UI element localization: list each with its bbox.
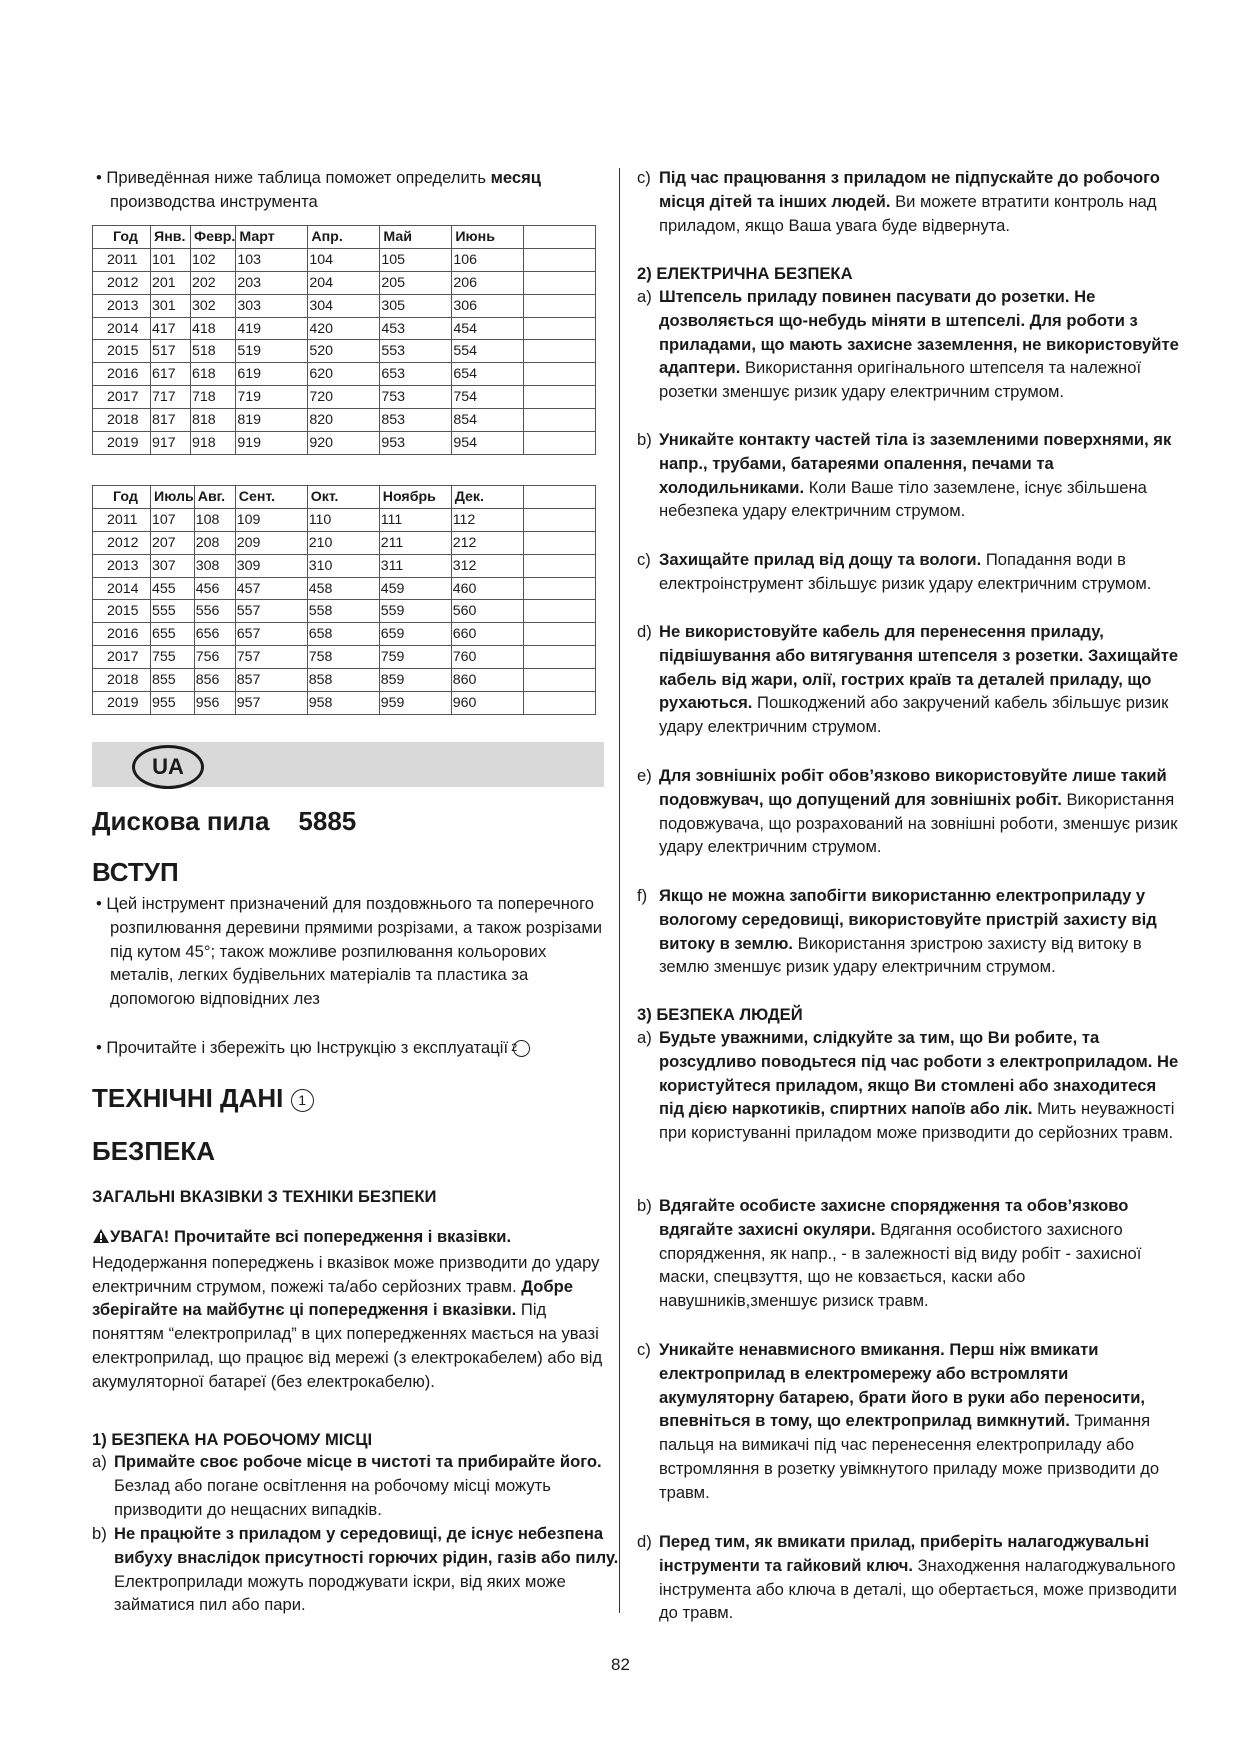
table-cell: 755: [151, 646, 195, 669]
table-cell: 857: [235, 669, 307, 692]
table-cell: 112: [451, 508, 523, 531]
table-cell: 2015: [93, 340, 151, 363]
table-cell: 753: [380, 386, 452, 409]
section-3-heading: 3) БЕЗПЕКА ЛЮДЕЙ: [637, 1005, 803, 1024]
table-cell: 757: [235, 646, 307, 669]
table-cell: 2018: [93, 409, 151, 432]
section-heading-tech: ТЕХНІЧНІ ДАНІ 1: [92, 1083, 314, 1114]
table-row: [93, 554, 596, 577]
table-cell: 308: [194, 554, 235, 577]
table-cell: 110: [307, 508, 379, 531]
table-cell: 820: [308, 409, 380, 432]
table-cell: 459: [379, 577, 451, 600]
table-cell: 453: [380, 317, 452, 340]
table-cell: 2017: [93, 646, 151, 669]
table-cell: 305: [380, 294, 452, 317]
table-header-cell: Июнь: [452, 226, 524, 249]
table-cell: 619: [236, 363, 308, 386]
table-header-cell: Март: [236, 226, 308, 249]
table-cell: 206: [452, 271, 524, 294]
table-cell: 856: [194, 669, 235, 692]
table-cell: 854: [452, 409, 524, 432]
table-cell: 111: [379, 508, 451, 531]
table-cell: 657: [235, 623, 307, 646]
column-divider: [619, 168, 620, 1613]
table-row: [93, 294, 596, 317]
section-1a: a) Примайте своє робоче місце в чистоті та прибирайте його. Безлад або погане освітлення на робочому місці можуть призводити до нещасних випадків.: [92, 1452, 602, 1519]
section-3c: c) Уникайте ненавмисного вмикання. Перш ніж вмикати електроприлад в електромережу або встромляти акумуляторну батарею, брати його в руки або переносити, впевніться в тому, що електроприлад вимкнутий. Тримання пальця на вимикачі під час перенесення електроприладу або встромляння в розетку увімкнутого приладу може призводити до травм.: [637, 1340, 1160, 1502]
table-cell: 754: [452, 386, 524, 409]
section-2f: f) Якщо не можна запобігти використанню електроприладу у вологому середовищі, використовуйте пристрій захисту від витоку в землю. Використання зристрою захисту від витоку в землю зменшує ризик удару електричним струмом.: [637, 886, 1157, 977]
table-cell: 208: [194, 531, 235, 554]
table-header-cell: Февр.: [191, 226, 236, 249]
table-cell: 958: [307, 692, 379, 715]
ref-1-icon: 1: [291, 1089, 314, 1112]
product-title: Дискова пила 5885: [92, 806, 357, 836]
table-header-cell: Дек.: [451, 486, 523, 509]
table-row: [93, 248, 596, 271]
table-cell: 2016: [93, 623, 151, 646]
table-cell: 101: [151, 248, 191, 271]
table-cell: 620: [308, 363, 380, 386]
table-row: [93, 692, 596, 715]
table-cell: 2019: [93, 692, 151, 715]
table-cell: 617: [151, 363, 191, 386]
table-cell: 454: [452, 317, 524, 340]
intro-bullet-1: • Цей інструмент призначений для поздовжнього та поперечного розпилювання деревини прямими розрізами, а також розрізами під кутом 45°; також можливе розпилювання кольорових металів, легких будівельних матеріалів та пластика за допомогою відповідних лез: [96, 894, 603, 1009]
section-2d: d) Не використовуйте кабель для перенесення приладу, підвішування або витягування штепселя з розетки. Захищайте кабель від жари, олії, гострих країв та деталей приладу, що рухаються. Пошкоджений або закручений кабель збільшує ризик удару електричним струмом.: [637, 622, 1179, 737]
table-cell: 960: [451, 692, 523, 715]
table-row: [93, 363, 596, 386]
table-cell: 307: [151, 554, 195, 577]
table-cell: 209: [235, 531, 307, 554]
table-cell: 756: [194, 646, 235, 669]
section-2c: c) Захищайте прилад від дощу та вологи. Попадання води в електроінструмент збільшує ризик удару електричним струмом.: [637, 550, 1152, 593]
table-header-cell: Май: [380, 226, 452, 249]
table-cell: 309: [235, 554, 307, 577]
table-cell-empty: [524, 363, 596, 386]
table-cell: 560: [451, 600, 523, 623]
table-row: [93, 432, 596, 455]
warning-icon: [92, 1227, 110, 1251]
table-cell: 2012: [93, 531, 151, 554]
table-row: [93, 531, 596, 554]
table-cell: 417: [151, 317, 191, 340]
table-cell: 920: [308, 432, 380, 455]
section-2a: a) Штепсель приладу повинен пасувати до розетки. Не дозволяється що-небудь міняти в штепселі. Для роботи з приладами, що мають захисне заземлення, не використовуйте адаптери. Використання оригінального штепселя та належної розетки зменшує ризик удару електричним струмом.: [637, 287, 1179, 402]
table-cell: 2017: [93, 386, 151, 409]
table-row: [93, 508, 596, 531]
table-cell: 556: [194, 600, 235, 623]
table-cell-empty: [523, 600, 595, 623]
table-cell: 107: [151, 508, 195, 531]
table-row: [93, 386, 596, 409]
table-cell: 2018: [93, 669, 151, 692]
table-cell: 201: [151, 271, 191, 294]
table-header-row: [93, 226, 596, 249]
table-row: [93, 600, 596, 623]
table-cell: 917: [151, 432, 191, 455]
table-row: [93, 317, 596, 340]
table-cell-empty: [524, 294, 596, 317]
table-cell: 956: [194, 692, 235, 715]
table-header-cell: Апр.: [308, 226, 380, 249]
section-2-heading: 2) ЕЛЕКТРИЧНА БЕЗПЕКА: [637, 264, 853, 283]
table-row: [93, 271, 596, 294]
table-cell: 819: [236, 409, 308, 432]
table-cell: 2011: [93, 248, 151, 271]
table-cell: 653: [380, 363, 452, 386]
table-header-cell: Авг.: [194, 486, 235, 509]
table-cell: 717: [151, 386, 191, 409]
table-cell: 918: [191, 432, 236, 455]
table-cell-empty: [524, 386, 596, 409]
table-header-cell-empty: [524, 226, 596, 249]
table-cell: 720: [308, 386, 380, 409]
table-cell: 457: [235, 577, 307, 600]
table-cell: 301: [151, 294, 191, 317]
table-cell: 304: [308, 294, 380, 317]
table-cell: 655: [151, 623, 195, 646]
table-cell: 108: [194, 508, 235, 531]
table-cell: 758: [307, 646, 379, 669]
table-cell: 955: [151, 692, 195, 715]
table-cell: 418: [191, 317, 236, 340]
table-cell: 817: [151, 409, 191, 432]
table-cell: 656: [194, 623, 235, 646]
table-cell: 555: [151, 600, 195, 623]
table-cell: 557: [235, 600, 307, 623]
table-cell: 2014: [93, 577, 151, 600]
table-cell: 212: [451, 531, 523, 554]
table-cell: 458: [307, 577, 379, 600]
table-cell: 105: [380, 248, 452, 271]
table-cell: 205: [380, 271, 452, 294]
table-cell: 519: [236, 340, 308, 363]
section-3b: b) Вдягайте особисте захисне спорядження та обов’язково вдягайте захисні окуляри. Вдягання особистого захисного спорядження, як напр., - в залежності від виду робіт - захисної маски, спецвзуття, що не ковзається, каски або навушників,зменшує ризиск травм.: [637, 1196, 1142, 1311]
section-1-heading: 1) БЕЗПЕКА НА РОБОЧОМУ МІСЦІ: [92, 1430, 373, 1449]
section-2e: e) Для зовнішніх робіт обов’язково використовуйте лише такий подовжувач, що допущений для зовнішніх робіт. Використання подовжувача, що розрахований на зовнішні роботи, зменшує ризик удару електричним струмом.: [637, 766, 1178, 857]
table-cell: 818: [191, 409, 236, 432]
section-heading-safety: БЕЗПЕКА: [92, 1136, 215, 1166]
table-cell: 957: [235, 692, 307, 715]
table-cell: 420: [308, 317, 380, 340]
section-1c: c) Під час працювання з приладом не підпускайте до робочого місця дітей та інших людей. Ви можете втратити контроль над приладом, якщо Ваша увага буде відвернута.: [637, 168, 1160, 235]
table-cell: 2015: [93, 600, 151, 623]
table-cell: 553: [380, 340, 452, 363]
table-cell: 759: [379, 646, 451, 669]
table-cell: 658: [307, 623, 379, 646]
table-cell-empty: [523, 623, 595, 646]
table-cell: 303: [236, 294, 308, 317]
table-cell: 103: [236, 248, 308, 271]
table-cell: 312: [451, 554, 523, 577]
table-header-row: [93, 486, 596, 509]
table-cell: 104: [308, 248, 380, 271]
table-cell: 311: [379, 554, 451, 577]
table-cell: 559: [379, 600, 451, 623]
table-cell: 855: [151, 669, 195, 692]
table-header-cell: Год: [93, 226, 151, 249]
table-cell-empty: [523, 577, 595, 600]
table-cell: 859: [379, 669, 451, 692]
table-cell-empty: [524, 317, 596, 340]
table-cell-empty: [523, 646, 595, 669]
table-row: [93, 623, 596, 646]
table-cell-empty: [523, 554, 595, 577]
table-cell: 460: [451, 577, 523, 600]
language-badge: UA: [132, 745, 204, 789]
table-cell-empty: [523, 508, 595, 531]
warning-paragraph: УВАГА! Прочитайте всі попередження і вказівки. Недодержання попереджень і вказівок може призводити до удару електричним струмом, пожежі та/або серйозних травм. Добре зберігайте на майбутнє ці попередження і вказівки. Під поняттям “електроприлад” в цих попередженнях мається на увазі електроприлад, що працює від мережі (з електрокабелем) або від акумуляторної батареї (без електрокабелю).: [92, 1227, 603, 1391]
table-cell: 518: [191, 340, 236, 363]
production-month-table-2: [92, 485, 596, 715]
table-header-cell: Ноябрь: [379, 486, 451, 509]
section-heading-intro: ВСТУП: [92, 857, 179, 887]
table-cell: 919: [236, 432, 308, 455]
production-month-table-1: [92, 225, 596, 455]
table-cell: 203: [236, 271, 308, 294]
table-cell: 659: [379, 623, 451, 646]
section-3d: d) Перед тим, як вмикати прилад, приберіть налагоджувальні інструменти та гайковий ключ. Знаходження налагоджувального інструмента або ключа в деталі, що обертається, може призводити до травм.: [637, 1532, 1177, 1623]
table-cell: 2012: [93, 271, 151, 294]
table-cell: 618: [191, 363, 236, 386]
table-cell: 554: [452, 340, 524, 363]
table-header-cell-empty: [523, 486, 595, 509]
table-cell-empty: [524, 432, 596, 455]
table-cell: 959: [379, 692, 451, 715]
table-cell: 718: [191, 386, 236, 409]
table-cell-empty: [524, 340, 596, 363]
table-cell-empty: [523, 531, 595, 554]
table-cell: 853: [380, 409, 452, 432]
table-cell: 517: [151, 340, 191, 363]
ref-2-icon: 2: [513, 1040, 530, 1057]
table-cell: 860: [451, 669, 523, 692]
table-cell: 2014: [93, 317, 151, 340]
table-cell: 558: [307, 600, 379, 623]
section-1b: b) Не працюйте з приладом у середовищі, де існує небезпена вибуху внаслідок присутності горючих рідин, газів або пилу. Електроприлади можуть породжувати іскри, від яких може займатися пил або пари.: [92, 1524, 619, 1615]
table-cell: 455: [151, 577, 195, 600]
table-row: [93, 646, 596, 669]
table-cell: 2013: [93, 294, 151, 317]
table-cell: 954: [452, 432, 524, 455]
table-cell-empty: [524, 248, 596, 271]
table-cell: 2016: [93, 363, 151, 386]
table-header-cell: Июль: [151, 486, 195, 509]
table-cell: 660: [451, 623, 523, 646]
table-cell: 310: [307, 554, 379, 577]
table-cell: 302: [191, 294, 236, 317]
table-cell: 210: [307, 531, 379, 554]
intro-bullet-2: • Прочитайте і збережіть цю Інструкцію з експлуатації 2: [92, 1036, 630, 1060]
table-cell: 306: [452, 294, 524, 317]
table-row: [93, 669, 596, 692]
table-cell: 456: [194, 577, 235, 600]
table-cell: 207: [151, 531, 195, 554]
intro-bullet: • Приведённая ниже таблица поможет определить месяц производства инструмента: [96, 168, 542, 211]
table-cell: 204: [308, 271, 380, 294]
table-header-cell: Окт.: [307, 486, 379, 509]
table-row: [93, 577, 596, 600]
table-cell: 760: [451, 646, 523, 669]
general-safety-heading: ЗАГАЛЬНІ ВКАЗІВКИ З ТЕХНІКИ БЕЗПЕКИ: [92, 1187, 437, 1206]
table-cell-empty: [524, 271, 596, 294]
table-cell: 109: [235, 508, 307, 531]
table-header-cell: Сент.: [235, 486, 307, 509]
section-2b: b) Уникайте контакту частей тіла із заземленими поверхнями, як напр., трубами, батареями опалення, печами та холодильниками. Коли Ваше тіло заземлене, існує збільшена небезпека удару електричним струмом.: [637, 430, 1172, 521]
table-cell: 2011: [93, 508, 151, 531]
table-cell: 2013: [93, 554, 151, 577]
table-cell: 202: [191, 271, 236, 294]
table-cell: 106: [452, 248, 524, 271]
page-number: 82: [611, 1655, 630, 1674]
table-cell: 419: [236, 317, 308, 340]
table-cell: 211: [379, 531, 451, 554]
table-cell: 858: [307, 669, 379, 692]
table-header-cell: Год: [93, 486, 151, 509]
table-cell: 102: [191, 248, 236, 271]
table-cell-empty: [524, 409, 596, 432]
table-cell: 520: [308, 340, 380, 363]
table-cell: 654: [452, 363, 524, 386]
table-row: [93, 340, 596, 363]
table-row: [93, 409, 596, 432]
table-header-cell: Янв.: [151, 226, 191, 249]
table-cell: 719: [236, 386, 308, 409]
table-cell: 953: [380, 432, 452, 455]
section-3a: a) Будьте уважними, слідкуйте за тим, що Ви робите, та розсудливо поводьтеся під час роботи з електроприладом. Не користуйтеся приладом, якщо Ви стомлені або знаходитеся під дією наркотиків, спиртних напоїв або лік. Мить неуважності при користуванні приладом може призводити до серйозних травм.: [637, 1028, 1179, 1143]
table-cell-empty: [523, 692, 595, 715]
table-cell-empty: [523, 669, 595, 692]
table-cell: 2019: [93, 432, 151, 455]
